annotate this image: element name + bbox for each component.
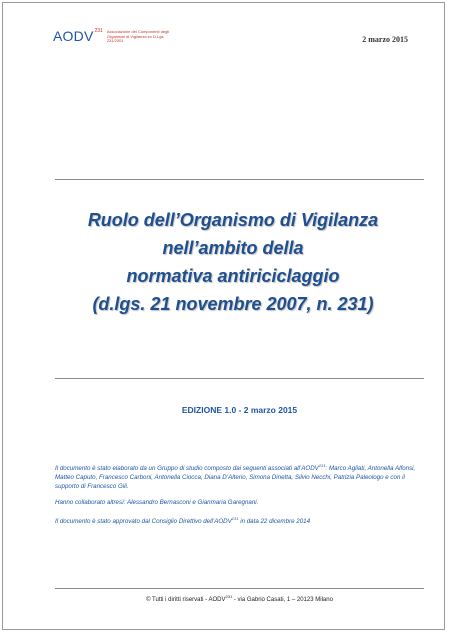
- header-date: 2 marzo 2015: [362, 35, 408, 44]
- authors-paragraph: Il documento è stato elaborato da un Gruppo di studio composto dai seguenti associati all’AODV$^{231}$: Marco Agliati, Antonella Alfonsi, Matteo Caputo, Francesco Carboni, Antonella Ciocca, Diana D’Alterio, Simona Dinetta, Silvio Necchi, Patrizia Paleologo e con il supporto di Francesco Gili.: [55, 463, 416, 490]
- top-divider: [55, 179, 424, 180]
- footer-divider: [55, 588, 424, 589]
- logo-superscript: 231: [94, 28, 103, 34]
- collaborators-paragraph: Hanno collaborato altresì: Alessandro Bernasconi e Gianmaria Garegnani.: [55, 499, 259, 506]
- document-title: [43, 206, 423, 318]
- document-page: [2, 2, 445, 630]
- approval-paragraph: Il documento è stato approvato dal Consiglio Direttivo dell’AODV$^{231}$ in data 22 dicembre 2014: [55, 516, 311, 526]
- title-line: (d.lgs. 21 novembre 2007, n. 231): [92, 294, 374, 314]
- footer-copyright: © Tutti i diritti riservati - AODV$^{231}$ - via Gabrio Casati, 1 – 20123 Milano: [146, 594, 333, 603]
- title-line: Ruolo dell’Organismo di Vigilanza: [87, 210, 379, 230]
- edition-label: EDIZIONE 1.0 - 2 marzo 2015: [181, 405, 298, 415]
- title-line: nell’ambito della: [162, 238, 304, 258]
- bottom-divider: [55, 378, 424, 379]
- logo-tagline: Associazione dei Componenti degli Organismi di Vigilanza ex D.Lgs. 231/2001: [106, 29, 170, 44]
- aodv-logo: [53, 27, 171, 47]
- title-line: normativa antiriciclaggio: [126, 266, 340, 286]
- logo-text: AODV: [53, 28, 94, 44]
